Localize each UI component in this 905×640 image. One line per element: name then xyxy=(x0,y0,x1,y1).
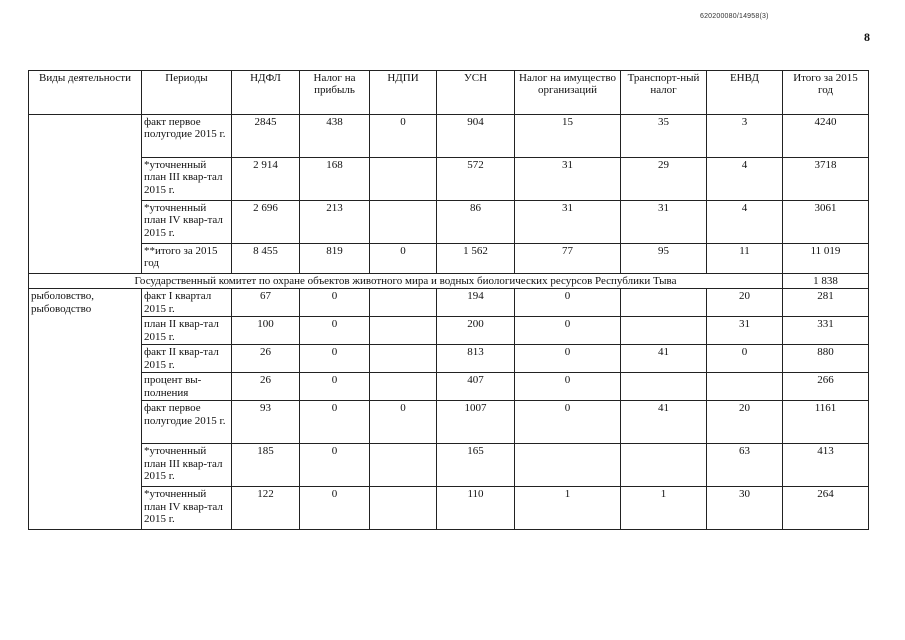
value-cell: 35 xyxy=(621,115,707,158)
ndfl-header: НДФЛ xyxy=(232,71,300,115)
value-cell xyxy=(370,373,437,401)
value-cell: 331 xyxy=(783,317,869,345)
value-cell: 4240 xyxy=(783,115,869,158)
value-cell: 2845 xyxy=(232,115,300,158)
table-row xyxy=(29,401,869,444)
value-cell: 0 xyxy=(300,373,370,401)
value-cell: 2 696 xyxy=(232,201,300,244)
value-cell: 67 xyxy=(232,289,300,317)
period-cell: факт первое полугодие 2015 г. xyxy=(142,115,232,158)
value-cell: 41 xyxy=(621,401,707,444)
value-cell: 0 xyxy=(300,487,370,530)
value-cell: 407 xyxy=(437,373,515,401)
value-cell xyxy=(370,289,437,317)
value-cell xyxy=(370,158,437,201)
value-cell: 20 xyxy=(707,289,783,317)
value-cell xyxy=(621,317,707,345)
table-row xyxy=(29,201,869,244)
value-cell xyxy=(621,373,707,401)
value-cell: 31 xyxy=(707,317,783,345)
value-cell xyxy=(370,345,437,373)
value-cell: 0 xyxy=(515,345,621,373)
value-cell: 100 xyxy=(232,317,300,345)
value-cell: 0 xyxy=(370,244,437,274)
value-cell: 0 xyxy=(515,289,621,317)
value-cell: 0 xyxy=(300,444,370,487)
value-cell: 0 xyxy=(515,401,621,444)
value-cell: 904 xyxy=(437,115,515,158)
value-cell: 31 xyxy=(515,158,621,201)
value-cell: 0 xyxy=(707,345,783,373)
value-cell: 185 xyxy=(232,444,300,487)
table-header-row xyxy=(29,71,869,115)
value-cell: 31 xyxy=(515,201,621,244)
value-cell xyxy=(370,487,437,530)
profit-tax-header: Налог на прибыль xyxy=(300,71,370,115)
value-cell: 0 xyxy=(300,289,370,317)
activity-cell xyxy=(29,115,142,274)
value-cell: 77 xyxy=(515,244,621,274)
period-cell: *уточненный план IV квар-тал 2015 г. xyxy=(142,201,232,244)
period-cell: *уточненный план III квар-тал 2015 г. xyxy=(142,158,232,201)
value-cell: 266 xyxy=(783,373,869,401)
period-cell: процент вы-полнения xyxy=(142,373,232,401)
value-cell: 1 562 xyxy=(437,244,515,274)
value-cell: 1007 xyxy=(437,401,515,444)
envd-header: ЕНВД xyxy=(707,71,783,115)
transport-tax-header: Транспорт-ный налог xyxy=(621,71,707,115)
period-header: Периоды xyxy=(142,71,232,115)
property-tax-header: Налог на имущество организаций xyxy=(515,71,621,115)
value-cell: 572 xyxy=(437,158,515,201)
value-cell: 1 xyxy=(515,487,621,530)
value-cell xyxy=(621,444,707,487)
value-cell: 413 xyxy=(783,444,869,487)
table-row xyxy=(29,289,869,317)
document-id: 620200080/14958(3) xyxy=(700,13,769,20)
value-cell: 813 xyxy=(437,345,515,373)
table-row xyxy=(29,317,869,345)
total-header: Итого за 2015 год xyxy=(783,71,869,115)
value-cell: 3 xyxy=(707,115,783,158)
value-cell: 0 xyxy=(300,317,370,345)
value-cell: 29 xyxy=(621,158,707,201)
value-cell: 0 xyxy=(300,345,370,373)
activity-header: Виды деятельности xyxy=(29,71,142,115)
value-cell: 0 xyxy=(300,401,370,444)
value-cell xyxy=(707,373,783,401)
value-cell: 15 xyxy=(515,115,621,158)
value-cell: 0 xyxy=(515,373,621,401)
value-cell: 11 019 xyxy=(783,244,869,274)
table-row xyxy=(29,244,869,274)
table-row xyxy=(29,345,869,373)
value-cell: 95 xyxy=(621,244,707,274)
value-cell: 20 xyxy=(707,401,783,444)
table-row xyxy=(29,373,869,401)
value-cell: 31 xyxy=(621,201,707,244)
usn-header: УСН xyxy=(437,71,515,115)
value-cell: 93 xyxy=(232,401,300,444)
value-cell: 3718 xyxy=(783,158,869,201)
value-cell: 63 xyxy=(707,444,783,487)
value-cell: 26 xyxy=(232,345,300,373)
value-cell: 122 xyxy=(232,487,300,530)
section-row xyxy=(29,274,869,289)
value-cell: 165 xyxy=(437,444,515,487)
value-cell: 41 xyxy=(621,345,707,373)
period-cell: факт I квартал 2015 г. xyxy=(142,289,232,317)
value-cell: 281 xyxy=(783,289,869,317)
value-cell: 3061 xyxy=(783,201,869,244)
value-cell xyxy=(370,444,437,487)
value-cell: 8 455 xyxy=(232,244,300,274)
value-cell: 11 xyxy=(707,244,783,274)
value-cell: 110 xyxy=(437,487,515,530)
period-cell: план II квар-тал 2015 г. xyxy=(142,317,232,345)
ndpi-header: НДПИ xyxy=(370,71,437,115)
value-cell: 1161 xyxy=(783,401,869,444)
table-row xyxy=(29,115,869,158)
period-cell: **итого за 2015 год xyxy=(142,244,232,274)
value-cell: 819 xyxy=(300,244,370,274)
value-cell: 26 xyxy=(232,373,300,401)
value-cell: 30 xyxy=(707,487,783,530)
period-cell: факт первое полугодие 2015 г. xyxy=(142,401,232,444)
page-number: 8 xyxy=(864,30,870,44)
value-cell: 4 xyxy=(707,158,783,201)
table-row xyxy=(29,444,869,487)
value-cell: 4 xyxy=(707,201,783,244)
value-cell xyxy=(621,289,707,317)
committee-name: Государственный комитет по охране объектов животного мира и водных биологических ресурсов Республики Тыва xyxy=(29,274,783,289)
table-row xyxy=(29,158,869,201)
period-cell: *уточненный план III квар-тал 2015 г. xyxy=(142,444,232,487)
value-cell: 194 xyxy=(437,289,515,317)
committee-total: 1 838 xyxy=(783,274,869,289)
table-row xyxy=(29,487,869,530)
value-cell: 880 xyxy=(783,345,869,373)
tax-table xyxy=(28,70,869,530)
value-cell: 0 xyxy=(370,115,437,158)
value-cell: 213 xyxy=(300,201,370,244)
activity-cell: рыболовство, рыбоводство xyxy=(29,289,142,530)
value-cell: 168 xyxy=(300,158,370,201)
value-cell: 0 xyxy=(515,317,621,345)
value-cell: 264 xyxy=(783,487,869,530)
value-cell xyxy=(370,201,437,244)
value-cell: 438 xyxy=(300,115,370,158)
value-cell xyxy=(515,444,621,487)
value-cell: 2 914 xyxy=(232,158,300,201)
value-cell xyxy=(370,317,437,345)
value-cell: 86 xyxy=(437,201,515,244)
period-cell: факт II квар-тал 2015 г. xyxy=(142,345,232,373)
period-cell: *уточненный план IV квар-тал 2015 г. xyxy=(142,487,232,530)
value-cell: 1 xyxy=(621,487,707,530)
value-cell: 0 xyxy=(370,401,437,444)
value-cell: 200 xyxy=(437,317,515,345)
